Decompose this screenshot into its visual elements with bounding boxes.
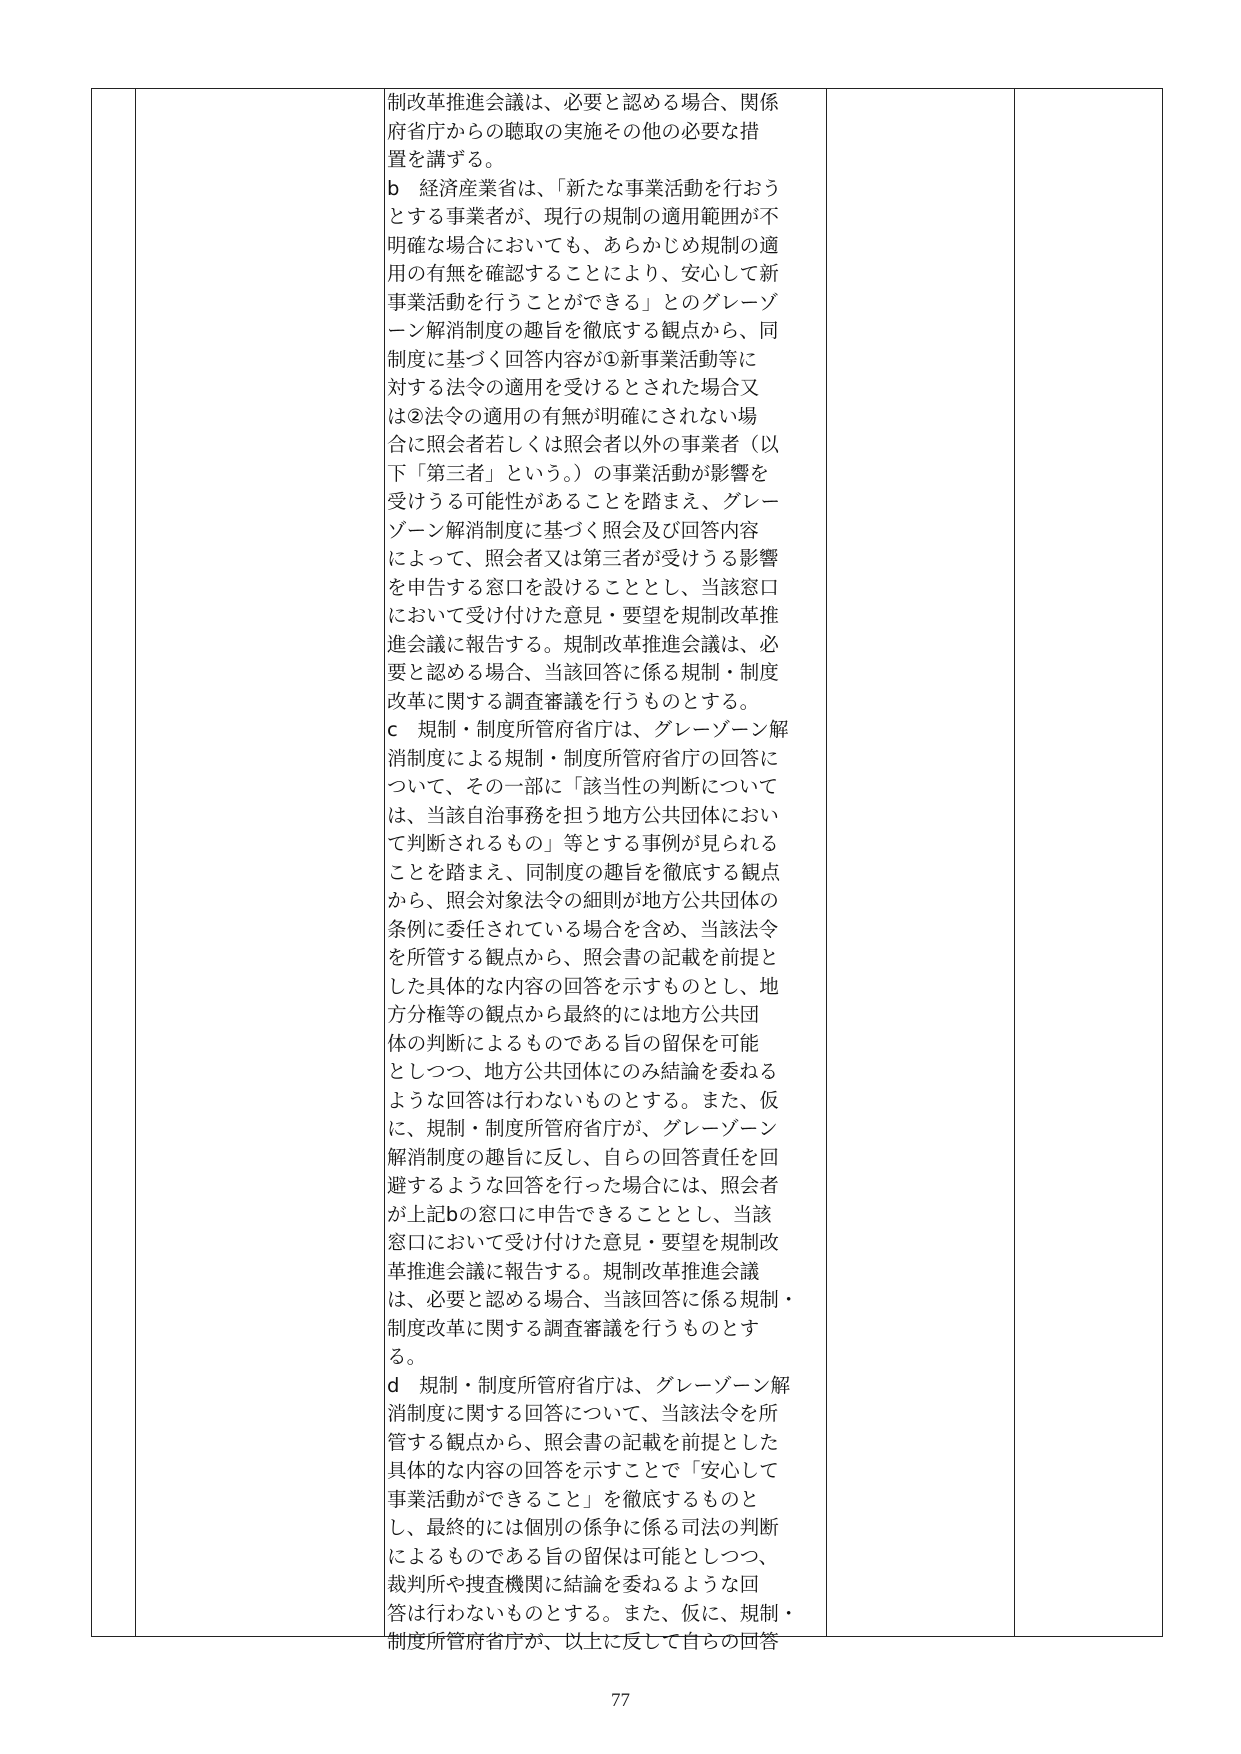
content-line: 具体的な内容の回答を示すことで「安心して <box>387 1459 779 1482</box>
content-line: 置を講ずる。 <box>387 148 505 171</box>
content-line: 制度に基づく回答内容が①新事業活動等に <box>387 347 758 371</box>
content-line: 解消制度の趣旨に反し、自らの回答責任を回 <box>387 1145 779 1169</box>
content-line: 受けうる可能性があることを踏まえ、グレー <box>387 490 781 513</box>
content-line: d 規制・制度所管府省庁は、グレーゾーン解 <box>387 1373 791 1397</box>
content-line: て判断されるもの」等とする事例が見られる <box>387 832 779 855</box>
content-line: 革推進会議に報告する。規制改革推進会議 <box>387 1259 760 1283</box>
content-line: b 経済産業省は、「新たな事業活動を行おう <box>387 176 782 200</box>
content-column <box>385 89 825 1653</box>
content-line: とする事業者が、現行の規制の適用範囲が不 <box>387 205 779 228</box>
document-table <box>91 88 1163 1653</box>
content-line: 消制度に関する回答について、当該法令を所 <box>387 1402 779 1425</box>
content-line: 体の判断によるものである旨の留保を可能 <box>387 1031 760 1055</box>
content-line: 制度改革に関する調査審議を行うものとす <box>387 1316 760 1340</box>
content-line: し、最終的には個別の係争に係る司法の判断 <box>387 1516 779 1539</box>
content-line: 用の有無を確認することにより、安心して新 <box>387 262 779 285</box>
content-line: ゾーン解消制度に基づく照会及び回答内容 <box>387 518 759 542</box>
content-line: 下「第三者」という。）の事業活動が影響を <box>387 461 770 485</box>
content-line: を所管する観点から、照会書の記載を前提と <box>387 946 779 969</box>
content-line: 改革に関する調査審議を行うものとする。 <box>387 689 760 713</box>
content-line: 事業活動ができること」を徹底するものと <box>387 1487 760 1511</box>
content-line: 制改革推進会議は、必要と認める場合、関係 <box>387 91 779 114</box>
content-line: 明確な場合においても、あらかじめ規制の適 <box>387 233 779 257</box>
column-divider-4 <box>1014 89 1015 1636</box>
content-line: ついて、その一部に「該当性の判断について <box>387 775 779 798</box>
page-number: 77 <box>611 1690 630 1711</box>
content-line: ーン解消制度の趣旨を徹底する観点から、同 <box>387 319 779 342</box>
content-line: は、当該自治事務を担う地方公共団体におい <box>387 803 779 827</box>
content-line: は、必要と認める場合、当該回答に係る規制・ <box>387 1288 799 1311</box>
content-line: から、照会対象法令の細則が地方公共団体の <box>387 889 779 912</box>
content-line: を申告する窓口を設けることとし、当該窓口 <box>387 575 779 599</box>
content-line: は②法令の適用の有無が明確にされない場 <box>387 404 758 428</box>
content-line: 消制度による規制・制度所管府省庁の回答に <box>387 746 779 770</box>
content-line: ことを踏まえ、同制度の趣旨を徹底する観点 <box>387 860 781 884</box>
content-line: 進会議に報告する。規制改革推進会議は、必 <box>387 632 779 656</box>
content-line: において受け付けた意見・要望を規制改革推 <box>387 604 779 627</box>
content-line: 条例に委任されている場合を含め、当該法令 <box>387 917 779 941</box>
content-line: としつつ、地方公共団体にのみ結論を委ねる <box>387 1060 779 1083</box>
content-line: 避するような回答を行った場合には、照会者 <box>387 1174 779 1197</box>
column-divider-3 <box>826 89 827 1636</box>
content-line: 制度所管府省庁が、以上に反して自らの回答 <box>387 1630 779 1653</box>
content-line: 事業活動を行うことができる」とのグレーゾ <box>387 290 779 314</box>
content-line: 要と認める場合、当該回答に係る規制・制度 <box>387 661 779 684</box>
content-line: した具体的な内容の回答を示すものとし、地 <box>387 974 779 998</box>
content-line: 府省庁からの聴取の実施その他の必要な措 <box>387 119 760 143</box>
content-line: によるものである旨の留保は可能としつつ、 <box>387 1544 779 1568</box>
content-line: c 規制・制度所管府省庁は、グレーゾーン解 <box>387 718 789 741</box>
content-line: 答は行わないものとする。また、仮に、規制・ <box>387 1601 799 1625</box>
content-line: が上記bの窓口に申告できることとし、当該 <box>387 1202 772 1226</box>
content-line: 管する観点から、照会書の記載を前提とした <box>387 1430 779 1454</box>
content-line: 対する法令の適用を受けるとされた場合又 <box>387 376 760 399</box>
content-line: る。 <box>387 1345 427 1368</box>
content-line: ような回答は行わないものとする。また、仮 <box>387 1088 779 1112</box>
content-line: 合に照会者若しくは照会者以外の事業者（以 <box>387 433 779 456</box>
content-line: 裁判所や捜査機関に結論を委ねるような回 <box>387 1573 760 1596</box>
content-line: によって、照会者又は第三者が受けうる影響 <box>387 547 779 570</box>
content-line: 窓口において受け付けた意見・要望を規制改 <box>387 1231 779 1254</box>
column-divider-1 <box>135 89 136 1636</box>
content-line: に、規制・制度所管府省庁が、グレーゾーン <box>387 1117 778 1140</box>
content-line: 方分権等の観点から最終的には地方公共団 <box>387 1003 760 1026</box>
